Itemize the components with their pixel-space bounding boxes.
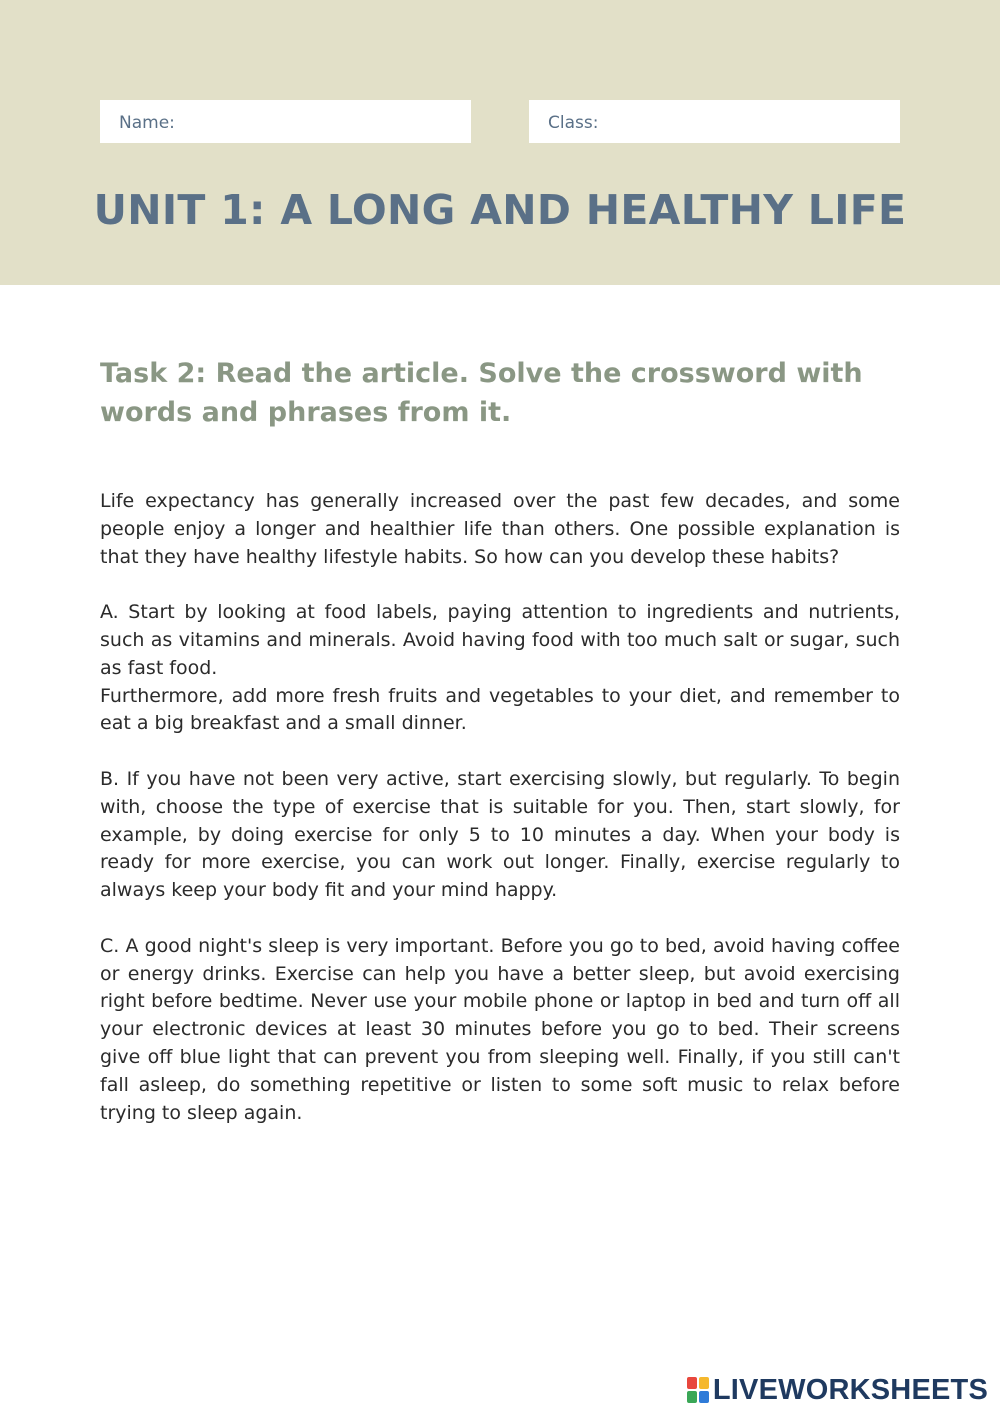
logo-square-red <box>687 1377 697 1389</box>
liveworksheets-wordmark: LIVEWORKSHEETS <box>712 1373 988 1406</box>
logo-square-blue <box>699 1391 709 1403</box>
liveworksheets-brand <box>687 1374 988 1406</box>
article-body <box>100 488 900 1127</box>
logo-square-yellow <box>699 1377 709 1389</box>
article-section-a: A. Start by looking at food labels, paying attention to ingredients and nutrients, such as vitamins and minerals. Avoid having food with too much salt or sugar, such as fast food. <box>100 601 900 679</box>
article-intro: Life expectancy has generally increased over the past few decades, and some people enjoy a longer and healthier life than others. One possible explanation is that they have healthy lifestyle habits. So how can you develop these habits? <box>100 490 900 568</box>
logo-square-green <box>687 1391 697 1403</box>
article-section-c: C. A good night's sleep is very important. Before you go to bed, avoid having coffee or energy drinks. Exercise can help you have a better sleep, but avoid exercising right before bedtime. Never use your mobile phone or laptop in bed and turn off all your electronic devices at least 30 minutes before you go to bed. Their screens give off blue light that can prevent you from sleeping well. Finally, if you still can't fall asleep, do something repetitive or listen to some soft music to relax before trying to sleep again. <box>100 934 900 1124</box>
article-section-b: B. If you have not been very active, start exercising slowly, but regularly. To begin with, choose the type of exercise that is suitable for you. Then, start slowly, for example, by doing exercise for only 5 to 10 minutes a day. When your body is ready for more exercise, you can work out longer. Finally, exercise regularly to always keep your body fit and your mind happy. <box>100 767 900 902</box>
task-heading: Task 2: Read the article. Solve the crossword with words and phrases from it. <box>100 358 863 428</box>
unit-title: UNIT 1: A LONG AND HEALTHY LIFE <box>93 186 907 234</box>
class-field[interactable] <box>529 100 900 143</box>
liveworksheets-logo-icon <box>687 1377 709 1403</box>
class-label: Class: <box>548 113 599 133</box>
name-field[interactable] <box>100 100 471 143</box>
name-label: Name: <box>119 113 175 133</box>
article-section-a-continued: Furthermore, add more fresh fruits and vegetables to your diet, and remember to eat a big breakfast and a small dinner. <box>100 684 900 735</box>
